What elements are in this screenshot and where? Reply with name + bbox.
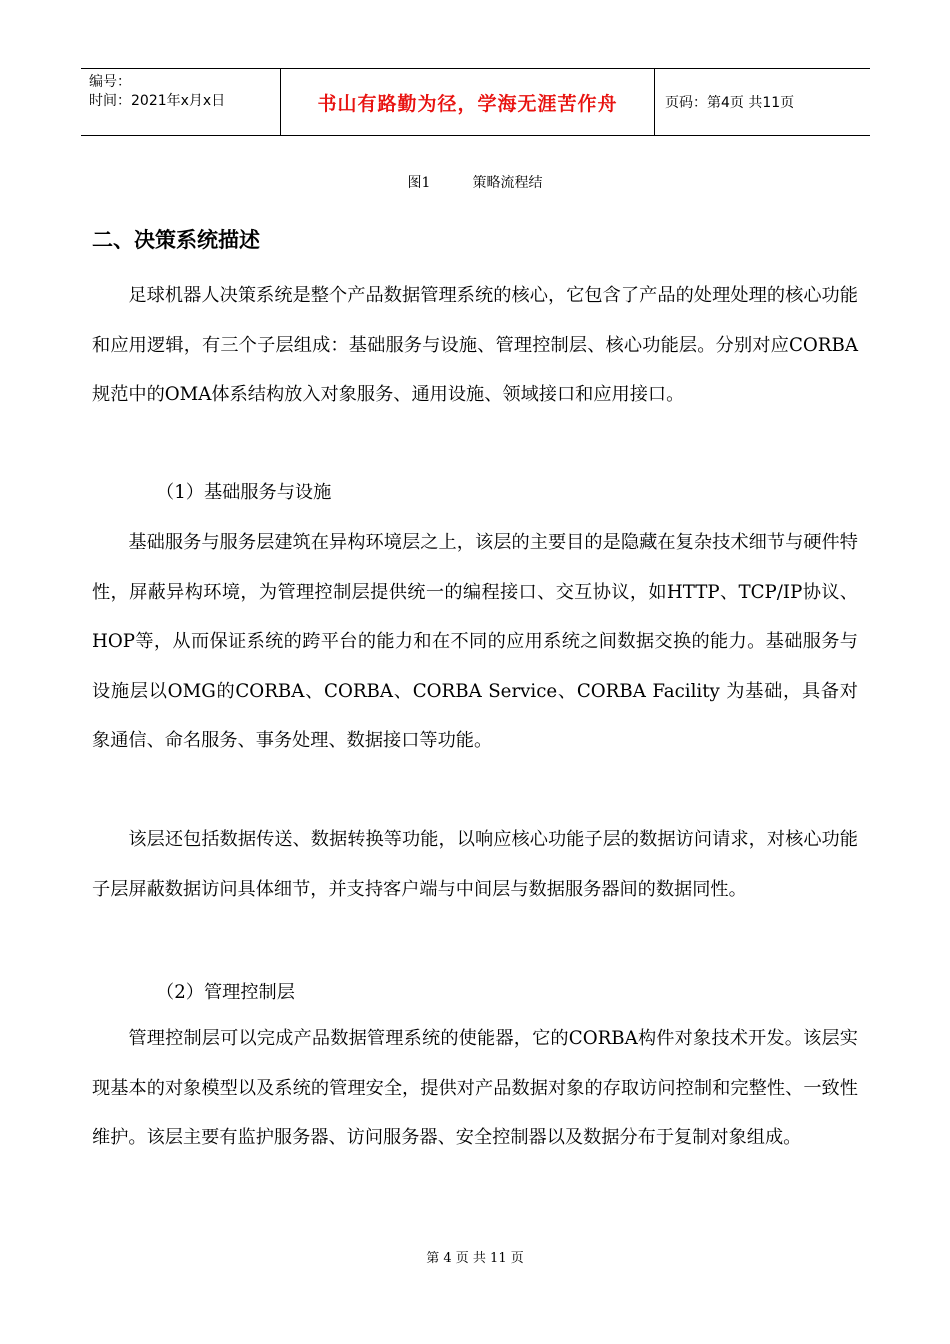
header-meta <box>81 69 281 135</box>
header-page-code: 页码：第4页 共11页 <box>665 95 795 111</box>
paragraph-intro: 足球机器人决策系统是整个产品数据管理系统的核心，它包含了产品的处理处理的核心功能和应用逻辑，有三个子层组成：基础服务与设施、管理控制层、核心功能层。分别对应CORBA规范中的OMA体系结构放入对象服务、通用设施、领域接口和应用接口。 <box>92 285 858 406</box>
header-motto: 书山有路勤为径，学海无涯苦作舟 <box>281 69 655 135</box>
figure-caption-text: 策略流程结 <box>472 175 543 191</box>
page-header <box>81 68 870 136</box>
header-time-label: 时间：2021年x月x日 <box>89 93 226 109</box>
header-number-label: 编号： <box>89 74 131 90</box>
paragraph-management-control: 管理控制层可以完成产品数据管理系统的使能器，它的CORBA构件对象技术开发。该层实现基本的对象模型以及系统的管理安全，提供对产品数据对象的存取访问控制和完整性、一致性维护。该层主要有监护服务器、访问服务器、安全控制器以及数据分布于复制对象组成。 <box>92 1028 858 1149</box>
subheading-management-control: （2）管理控制层 <box>156 982 295 1003</box>
figure-number: 图1 <box>407 175 431 191</box>
paragraph-basic-services: 基础服务与服务层建筑在异构环境层之上，该层的主要目的是隐藏在复杂技术细节与硬件特性，屏蔽异构环境，为管理控制层提供统一的编程接口、交互协议，如HTTP、TCP/IP协议、HOP等，从而保证系统的跨平台的能力和在不同的应用系统之间数据交换的能力。基础服务与设施层以OMG的CORBA、CORBA、CORBA Service、CORBA Facility 为基础，具备对象通信、命名服务、事务处理、数据接口等功能。 <box>92 532 858 752</box>
page-footer: 第 4 页 共 11 页 <box>426 1251 524 1266</box>
paragraph-data-transfer: 该层还包括数据传送、数据转换等功能，以响应核心功能子层的数据访问请求，对核心功能子层屏蔽数据访问具体细节，并支持客户端与中间层与数据服务器间的数据同性。 <box>92 829 858 900</box>
figure-caption <box>0 172 950 192</box>
section-title: 二、决策系统描述 <box>92 228 260 252</box>
subheading-basic-services: （1）基础服务与设施 <box>156 482 332 503</box>
